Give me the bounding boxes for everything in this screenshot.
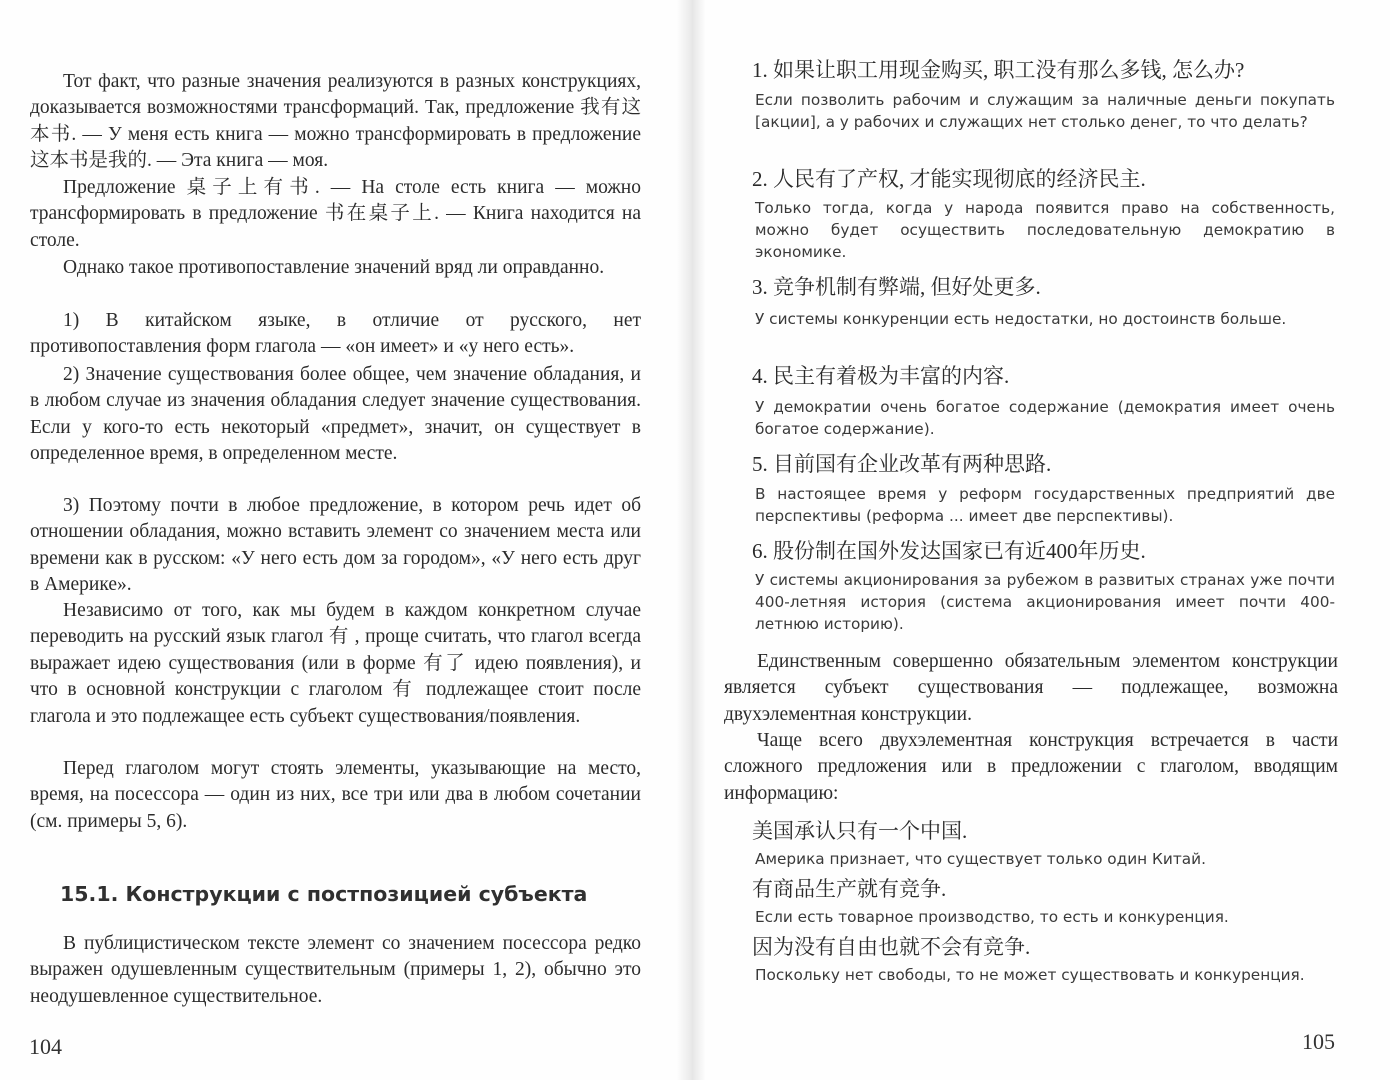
page-number: 104 (29, 1034, 62, 1059)
chinese-example: 1. 如果让职工用现金购买, 职工没有那么多钱, 怎么办? (752, 58, 1245, 82)
example-translation: Только тогда, когда у народа появится право на собственность, можно будет осуществить последовательную демократию в экономике. (755, 199, 1335, 262)
paragraph: 1) В китайском языке, в отличие от русского, нет противопоставления форм глагола — «он имеет» и «у него есть». (30, 310, 641, 358)
chinese-example: 5. 目前国有企业改革有两种思路. (752, 452, 1052, 476)
paragraph: Единственным совершенно обязательным элементом конструкции является субъект существования — подлежащее, возможна двухэлементная конструкции. (724, 651, 1338, 725)
chinese-example: 3. 竞争机制有弊端, 但好处更多. (752, 275, 1041, 299)
paragraph: Независимо от того, как мы будем в каждом конкретном случае переводить на русский язык глагол 有 , проще считать, что глагол всегда выражает идею существования (или в форме 有了 идею появления), и что в основной конструкции с глаголом 有 подлежащее стоит после глагола и это подлежащее есть субъект существования/появления. (30, 600, 641, 727)
example-translation: Поскольку нет свободы, то не может существовать и конкуренция. (755, 966, 1305, 984)
paragraph: Перед глаголом могут стоять элементы, указывающие на место, время, на посессора — один из них, все три или два в любом сочетании (см. примеры 5, 6). (30, 758, 641, 832)
example-translation: Если есть товарное производство, то есть и конкуренция. (755, 908, 1229, 926)
paragraph: Тот факт, что разные значения реализуются в разных конструкциях, доказывается возможностями трансформаций. Так, предложение 我有这本书. — У меня есть книга — можно трансформировать в предложение 这本书是我的. — Эта книга — моя. (30, 71, 641, 172)
example-translation: У демократии очень богатое содержание (демократия имеет очень богатое содержание). (755, 398, 1335, 439)
chinese-example: 有商品生产就有竞争. (752, 877, 947, 901)
section-title: 15.1. Конструкции с постпозицией субъекта (60, 882, 588, 906)
example-translation: Америка признает, что существует только один Китай. (755, 850, 1206, 868)
chinese-example: 6. 股份制在国外发达国家已有近400年历史. (752, 539, 1146, 563)
book-gutter (676, 0, 706, 1080)
page-number: 105 (1302, 1029, 1335, 1054)
paragraph: В публицистическом тексте элемент со значением посессора редко выражен одушевленным существительным (примеры 1, 2), обычно это неодушевленное существительное. (30, 933, 641, 1007)
paragraph: 2) Значение существования более общее, чем значение обладания, и в любом случае из значения обладания следует значение существования. Если у кого-то есть некоторый «предмет», значит, он существует в определенное время, в определенном месте. (30, 364, 641, 465)
example-translation: В настоящее время у реформ государственных предприятий две перспективы (реформа ... имеет две перспективы). (755, 485, 1335, 526)
right-page (704, 0, 1390, 1080)
paragraph: Однако такое противопоставление значений вряд ли оправданно. (63, 257, 605, 278)
paragraph: 3) Поэтому почти в любое предложение, в котором речь идет об отношении обладания, можно вставить элемент со значением места или времени как в русском: «У него есть дом за городом», «У него есть друг в Америке». (30, 495, 641, 596)
paragraph: Предложение 桌子上有书. — На столе есть книга — можно трансформировать в предложение 书在桌子上. — Книга находится на столе. (30, 177, 641, 251)
example-translation: Если позволить рабочим и служащим за наличные деньги покупать [акции], а у рабочих и служащих нет столько денег, то что делать? (755, 91, 1335, 132)
left-page (0, 0, 680, 1080)
example-translation: У системы конкуренции есть недостатки, но достоинств больше. (755, 310, 1287, 328)
paragraph: Чаще всего двухэлементная конструкция встречается в части сложного предложения или в предложении с глаголом, вводящим информацию: (724, 730, 1338, 804)
example-translation: У системы акционирования за рубежом в развитых странах уже почти 400-летняя история (система акционирования имеет почти 400-летнюю историю). (755, 571, 1335, 634)
chinese-example: 4. 民主有着极为丰富的内容. (752, 364, 1010, 388)
chinese-example: 美国承认只有一个中国. (752, 819, 968, 843)
chinese-example: 2. 人民有了产权, 才能实现彻底的经济民主. (752, 167, 1146, 191)
chinese-example: 因为没有自由也就不会有竞争. (752, 935, 1031, 959)
